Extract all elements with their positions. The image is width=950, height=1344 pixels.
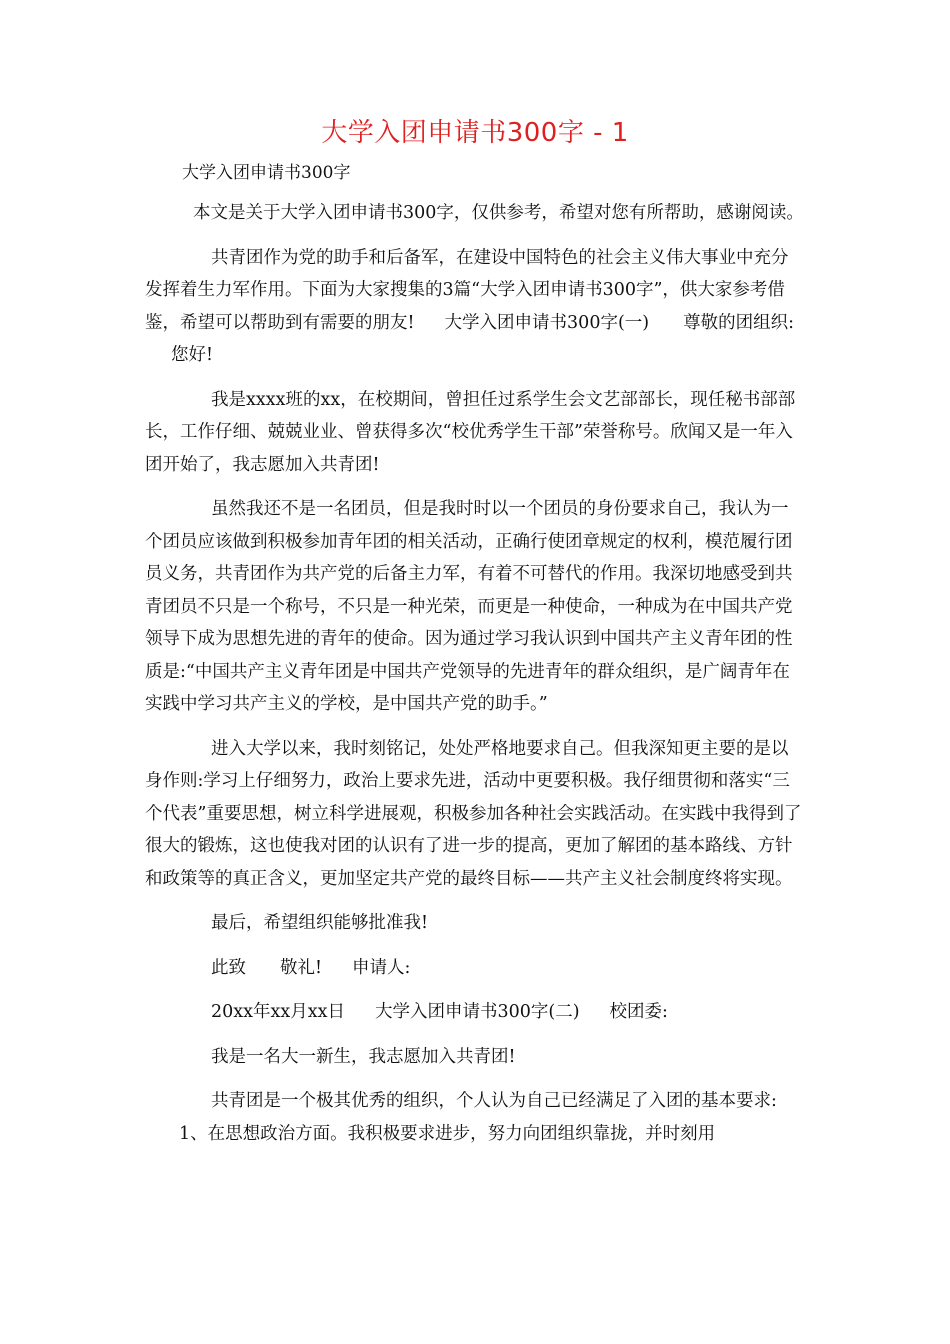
salutation: 尊敬的团组织: — [683, 312, 795, 333]
paragraph-4: 进入大学以来，我时刻铭记，处处严格地要求自己。但我深知更主要的是以身作则:学习上仔细努力，政治上要求先进，活动中更要积极。我仔细贯彻和落实“三个代表”重要思想，树立科学进展观，积极参加各种社会实践活动。在实践中我得到了很大的锻炼，这也使我对团的认识有了进一步的提高，更加了解团的基本路线、方针和政策等的真正含义，更加坚定共产党的最终目标——共产主义社会制度终将实现。 — [145, 738, 802, 889]
paragraph-6: 我是一名大一新生，我志愿加入共青团! — [211, 1046, 516, 1067]
date: 20xx年xx月xx日 — [211, 1002, 345, 1022]
document-title: 大学入团申请书300字 - 1 — [321, 118, 629, 148]
document-body — [145, 197, 805, 1162]
closing-cizhi: 此致 — [211, 957, 246, 978]
paragraph-1-text: 共青团作为党的助手和后备军，在建设中国特色的社会主义伟大事业中充分发挥着生力军作用。下面为大家搜集的3篇“大学入团申请书300字”，供大家参考借鉴，希望可以帮助到有需要的朋友! — [145, 247, 789, 333]
paragraph-7-a: 共青团是一个极其优秀的组织，个人认为自己已经满足了入团的基本要求: — [211, 1091, 777, 1111]
paragraph-2: 我是xxxx班的xx，在校期间，曾担任过系学生会文艺部部长，现任秘书部部长，工作仔细、兢兢业业、曾获得多次“校优秀学生干部”荣誉称号。欣闻又是一年入团开始了，我志愿加入共青团! — [145, 389, 796, 475]
paragraph-3: 虽然我还不是一名团员，但是我时时以一个团员的身份要求自己，我认为一个团员应该做到积极参加青年团的相关活动，正确行使团章规定的权利，模范履行团员义务，共青团作为共产党的后备主力军，有着不可替代的作用。我深切地感受到共青团员不只是一个称号，不只是一种光荣，而更是一种使命，一种成为在中国共产党领导下成为思想先进的青年的使命。因为通过学习我认识到中国共产主义青年团的性质是:“中国共产主义青年团是中国共产党领导的先进青年的群众组织，是广阔青年在实践中学习共产主义的学校，是中国共产党的助手。” — [145, 499, 793, 714]
paragraph-7 — [145, 1085, 805, 1150]
greeting: 您好! — [171, 345, 214, 365]
paragraph-5: 最后，希望组织能够批准我! — [211, 913, 429, 933]
section2-salutation: 校团委: — [609, 1002, 668, 1022]
closing-jingli: 敬礼! — [280, 957, 323, 978]
closing-applicant: 申请人: — [352, 957, 411, 978]
date-line — [145, 996, 805, 1029]
paragraph-1 — [145, 242, 805, 372]
document-subtitle: 大学入团申请书300字 — [182, 163, 351, 183]
section1-title: 大学入团申请书300字(一) — [444, 312, 650, 333]
intro-paragraph: 本文是关于大学入团申请书300字，仅供参考，希望对您有所帮助，感谢阅读。 — [193, 203, 804, 223]
paragraph-7-b: 1、在思想政治方面。我积极要求进步，努力向团组织靠拢，并时刻用 — [179, 1123, 716, 1144]
closing-line — [145, 952, 805, 985]
section2-title: 大学入团申请书300字(二) — [374, 1002, 580, 1022]
